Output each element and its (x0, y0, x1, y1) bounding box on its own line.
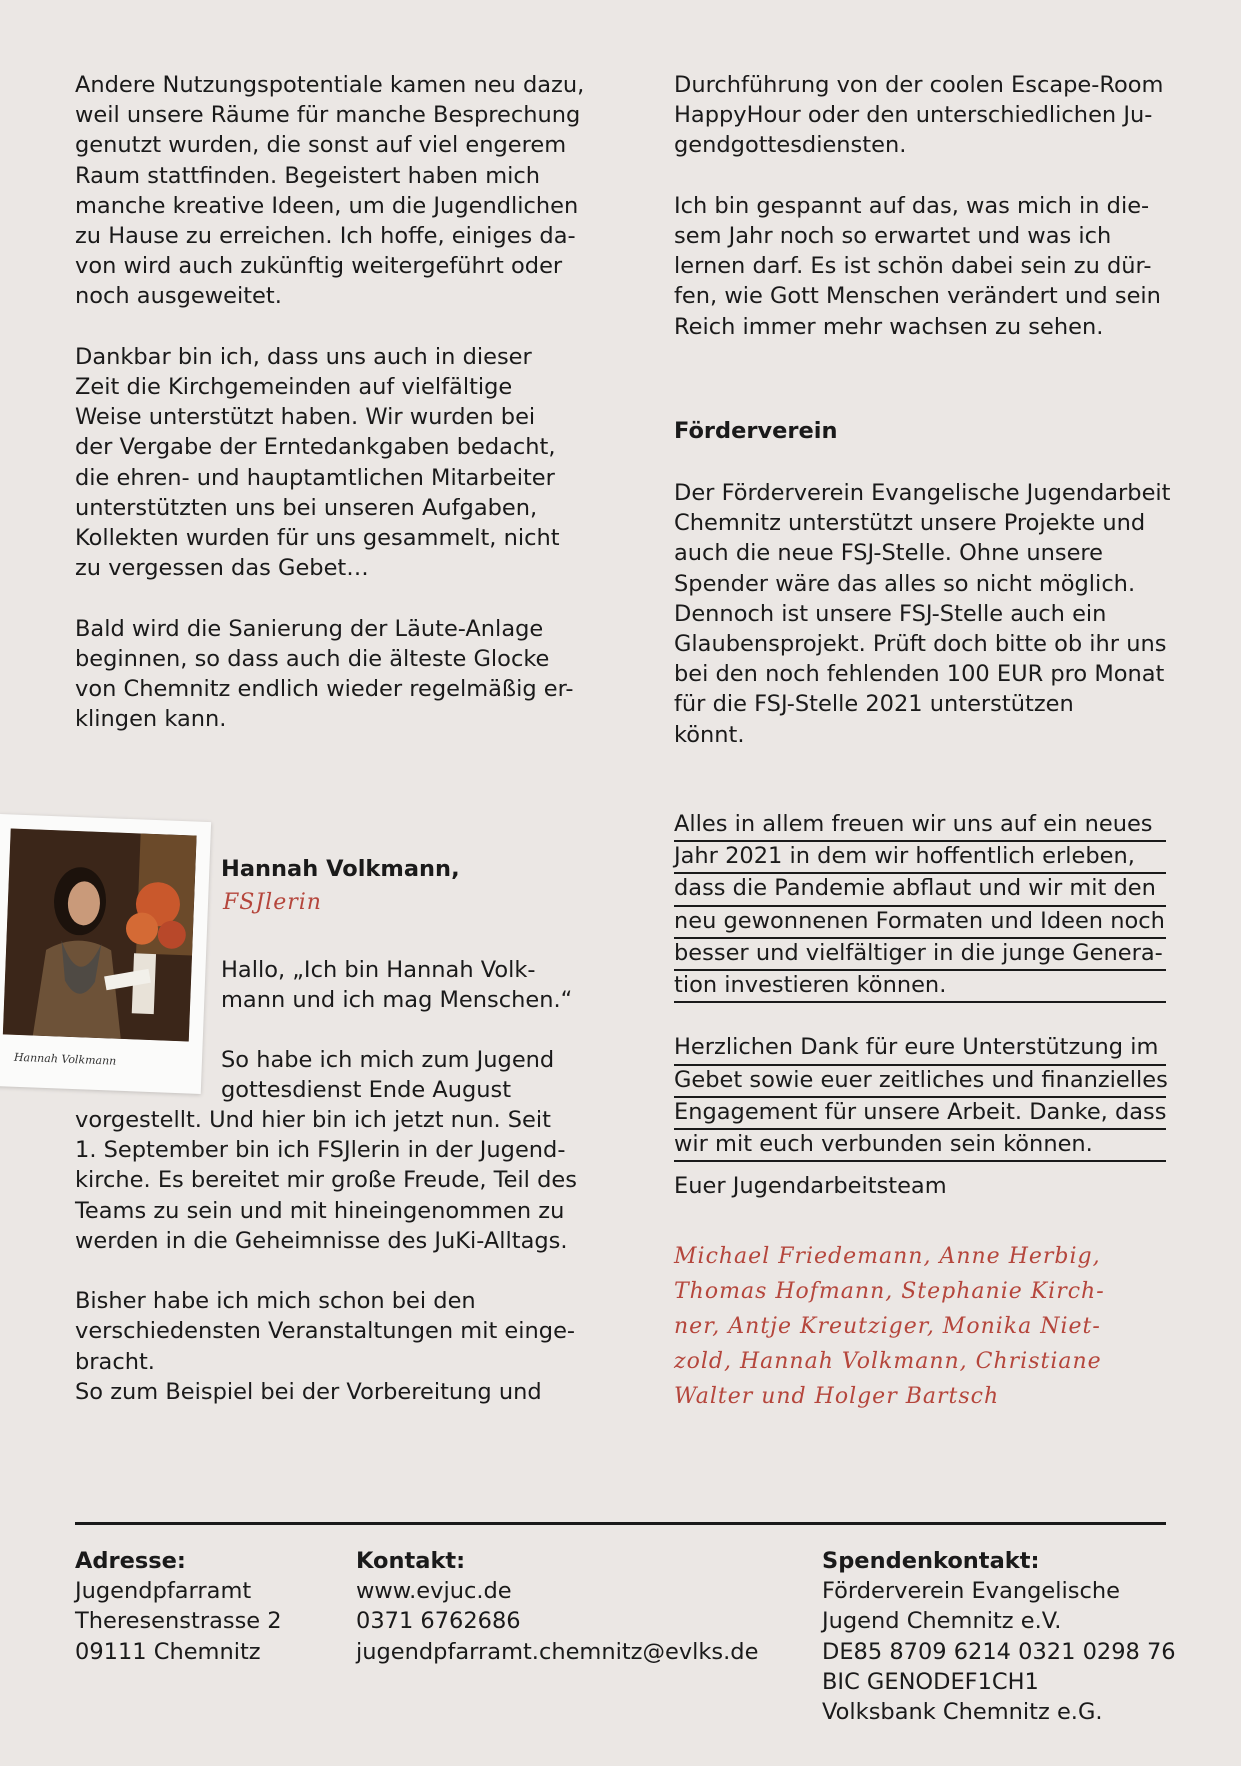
footer-address (75, 1546, 282, 1667)
closing-section (674, 810, 1168, 1162)
footer-address-line: Jugendpfarramt (75, 1578, 252, 1605)
footer-contact-website[interactable]: www.evjuc.de (356, 1578, 512, 1605)
paragraph-intro-b: vorgestellt. Und hier bin ich jetzt nun. Seit 1. September bin ich FSJlerin in der Jugend- kirche. Es bereitet mir große Freude, Teil des Teams zu sein und mit hineingenommen zu werden in die Geheimnisse des JuKi-Alltags. (75, 1107, 577, 1254)
paragraph-escape-room: Durchführung von der coolen Escape-Room HappyHour oder den unterschiedlichen Ju- gendgottesdiensten. (674, 72, 1164, 159)
footer-donation (822, 1546, 1176, 1727)
left-column-top (75, 70, 595, 734)
underlined-line: Engagement für unsere Arbeit. Danke, dass (674, 1098, 1166, 1130)
foerderverein-heading: Förderverein (674, 418, 838, 444)
paragraph-intro-c: Bisher habe ich mich schon bei den verschiedensten Veranstaltungen mit einge- bracht. So zum Beispiel bei der Vorbereitung und (75, 1288, 576, 1405)
closing-paragraph-thanks (674, 1033, 1168, 1162)
profile-intro (75, 1105, 595, 1407)
profile-role: FSJlerin (223, 890, 322, 915)
footer-address-line: 09111 Chemnitz (75, 1638, 261, 1665)
right-column-top (674, 70, 1174, 342)
profile-greeting (221, 955, 581, 1015)
footer-donation-line: Förderverein Evangelische (822, 1578, 1120, 1605)
paragraph-usage: Andere Nutzungspotentiale kamen neu dazu, weil unsere Räume für manche Besprechung genutzt wurden, die sonst auf viel engerem Raum stattfinden. Begeistert haben mich manche kreative Ideen, um die Jugendlichen zu Hause zu erreichen. Ich hoffe, einiges da- von wird auch zukünftig weitergeführt oder noch ausgeweitet. (75, 72, 585, 310)
paragraph-intro-a: So habe ich mich zum Jugend gottesdienst Ende August (221, 1047, 555, 1104)
underlined-line: Jahr 2021 in dem wir hoffentlich erleben, (674, 842, 1166, 874)
paragraph-foerderverein: Der Förderverein Evangelische Jugendarbeit Chemnitz unterstützt unsere Projekte und auch die neue FSJ-Stelle. Ohne unsere Spender wäre das alles so nicht möglich. Dennoch ist unsere FSJ-Stelle auch ein Glaubensprojekt. Prüft doch bitte ob ihr uns bei den noch fehlenden 100 EUR pro Monat für die FSJ-Stelle 2021 unterstützen könnt. (674, 480, 1171, 748)
portrait-photo (3, 828, 197, 1041)
underlined-line: Herzlichen Dank für eure Unterstützung im (674, 1033, 1166, 1065)
closing-paragraph-hopes (674, 810, 1164, 1003)
footer-address-title: Adresse: (75, 1548, 186, 1574)
paragraph-bells: Bald wird die Sanierung der Läute-Anlage beginnen, so dass auch die älteste Glocke von Chemnitz endlich wieder regelmäßig er- klingen kann. (75, 615, 574, 733)
polaroid-photo (0, 814, 211, 1094)
underlined-line: Alles in allem freuen wir uns auf ein neues (674, 810, 1166, 842)
footer-donation-line: Jugend Chemnitz e.V. (822, 1608, 1062, 1635)
foerderverein-text (674, 478, 1174, 750)
profile-name: Hannah Volkmann, (221, 856, 460, 882)
underlined-line: wir mit euch verbunden sein können. (674, 1130, 1166, 1162)
footer-contact-title: Kontakt: (356, 1548, 466, 1574)
underlined-line: besser und vielfältiger in die junge Genera- (674, 939, 1166, 971)
photo-caption-signature: Hannah Volkmann (13, 1050, 117, 1068)
underlined-line: dass die Pandemie abflaut und wir mit den (674, 874, 1166, 906)
footer-contact-email[interactable]: jugendpfarramt.chemnitz@evlks.de (356, 1638, 759, 1665)
footer-donation-bic: BIC GENODEF1CH1 (822, 1668, 1039, 1695)
profile-intro-wrapped (221, 1045, 591, 1105)
footer-donation-title: Spendenkontakt: (822, 1548, 1040, 1574)
underlined-line: Gebet sowie euer zeitliches und finanzielles (674, 1066, 1166, 1098)
footer-donation-iban: DE85 8709 6214 0321 0298 76 (822, 1638, 1176, 1665)
team-label: Euer Jugendarbeitsteam (674, 1173, 947, 1199)
footer-contact-phone[interactable]: 0371 6762686 (356, 1608, 521, 1635)
footer-donation-bank: Volksbank Chemnitz e.G. (822, 1699, 1103, 1726)
team-signatures: Michael Friedemann, Anne Herbig, Thomas Hofmann, Stephanie Kirch- ner, Antje Kreutziger, Monika Niet- zold, Hannah Volkmann, Christiane Walter und Holger Bartsch (674, 1244, 1105, 1409)
footer-divider (75, 1522, 1166, 1525)
paragraph-thanks-parishes: Dankbar bin ich, dass uns auch in dieser Zeit die Kirchgemeinden auf vielfältige Weise unterstützt haben. Wir wurden bei der Vergabe der Erntedankgaben bedacht, die ehren- und hauptamtlichen Mitarbeiter unterstützten uns bei unseren Aufgaben, Kollekten wurden für uns gesammelt, nicht zu vergessen das Gebet… (75, 343, 560, 582)
paragraph-expectations: Ich bin gespannt auf das, was mich in die- sem Jahr noch so erwartet und was ich lernen darf. Es ist schön dabei sein zu dür- fen, wie Gott Menschen verändert und sein Reich immer mehr wachsen zu sehen. (674, 192, 1161, 340)
portrait-illustration (3, 828, 197, 1041)
underlined-line: tion investieren können. (674, 971, 1166, 1003)
paragraph-greeting: Hallo, „Ich bin Hannah Volk- mann und ich mag Menschen.“ (221, 957, 573, 1014)
footer-address-line: Theresenstrasse 2 (75, 1608, 282, 1635)
underlined-line: neu gewonnenen Formaten und Ideen noch (674, 907, 1166, 939)
footer-contact (356, 1546, 758, 1667)
